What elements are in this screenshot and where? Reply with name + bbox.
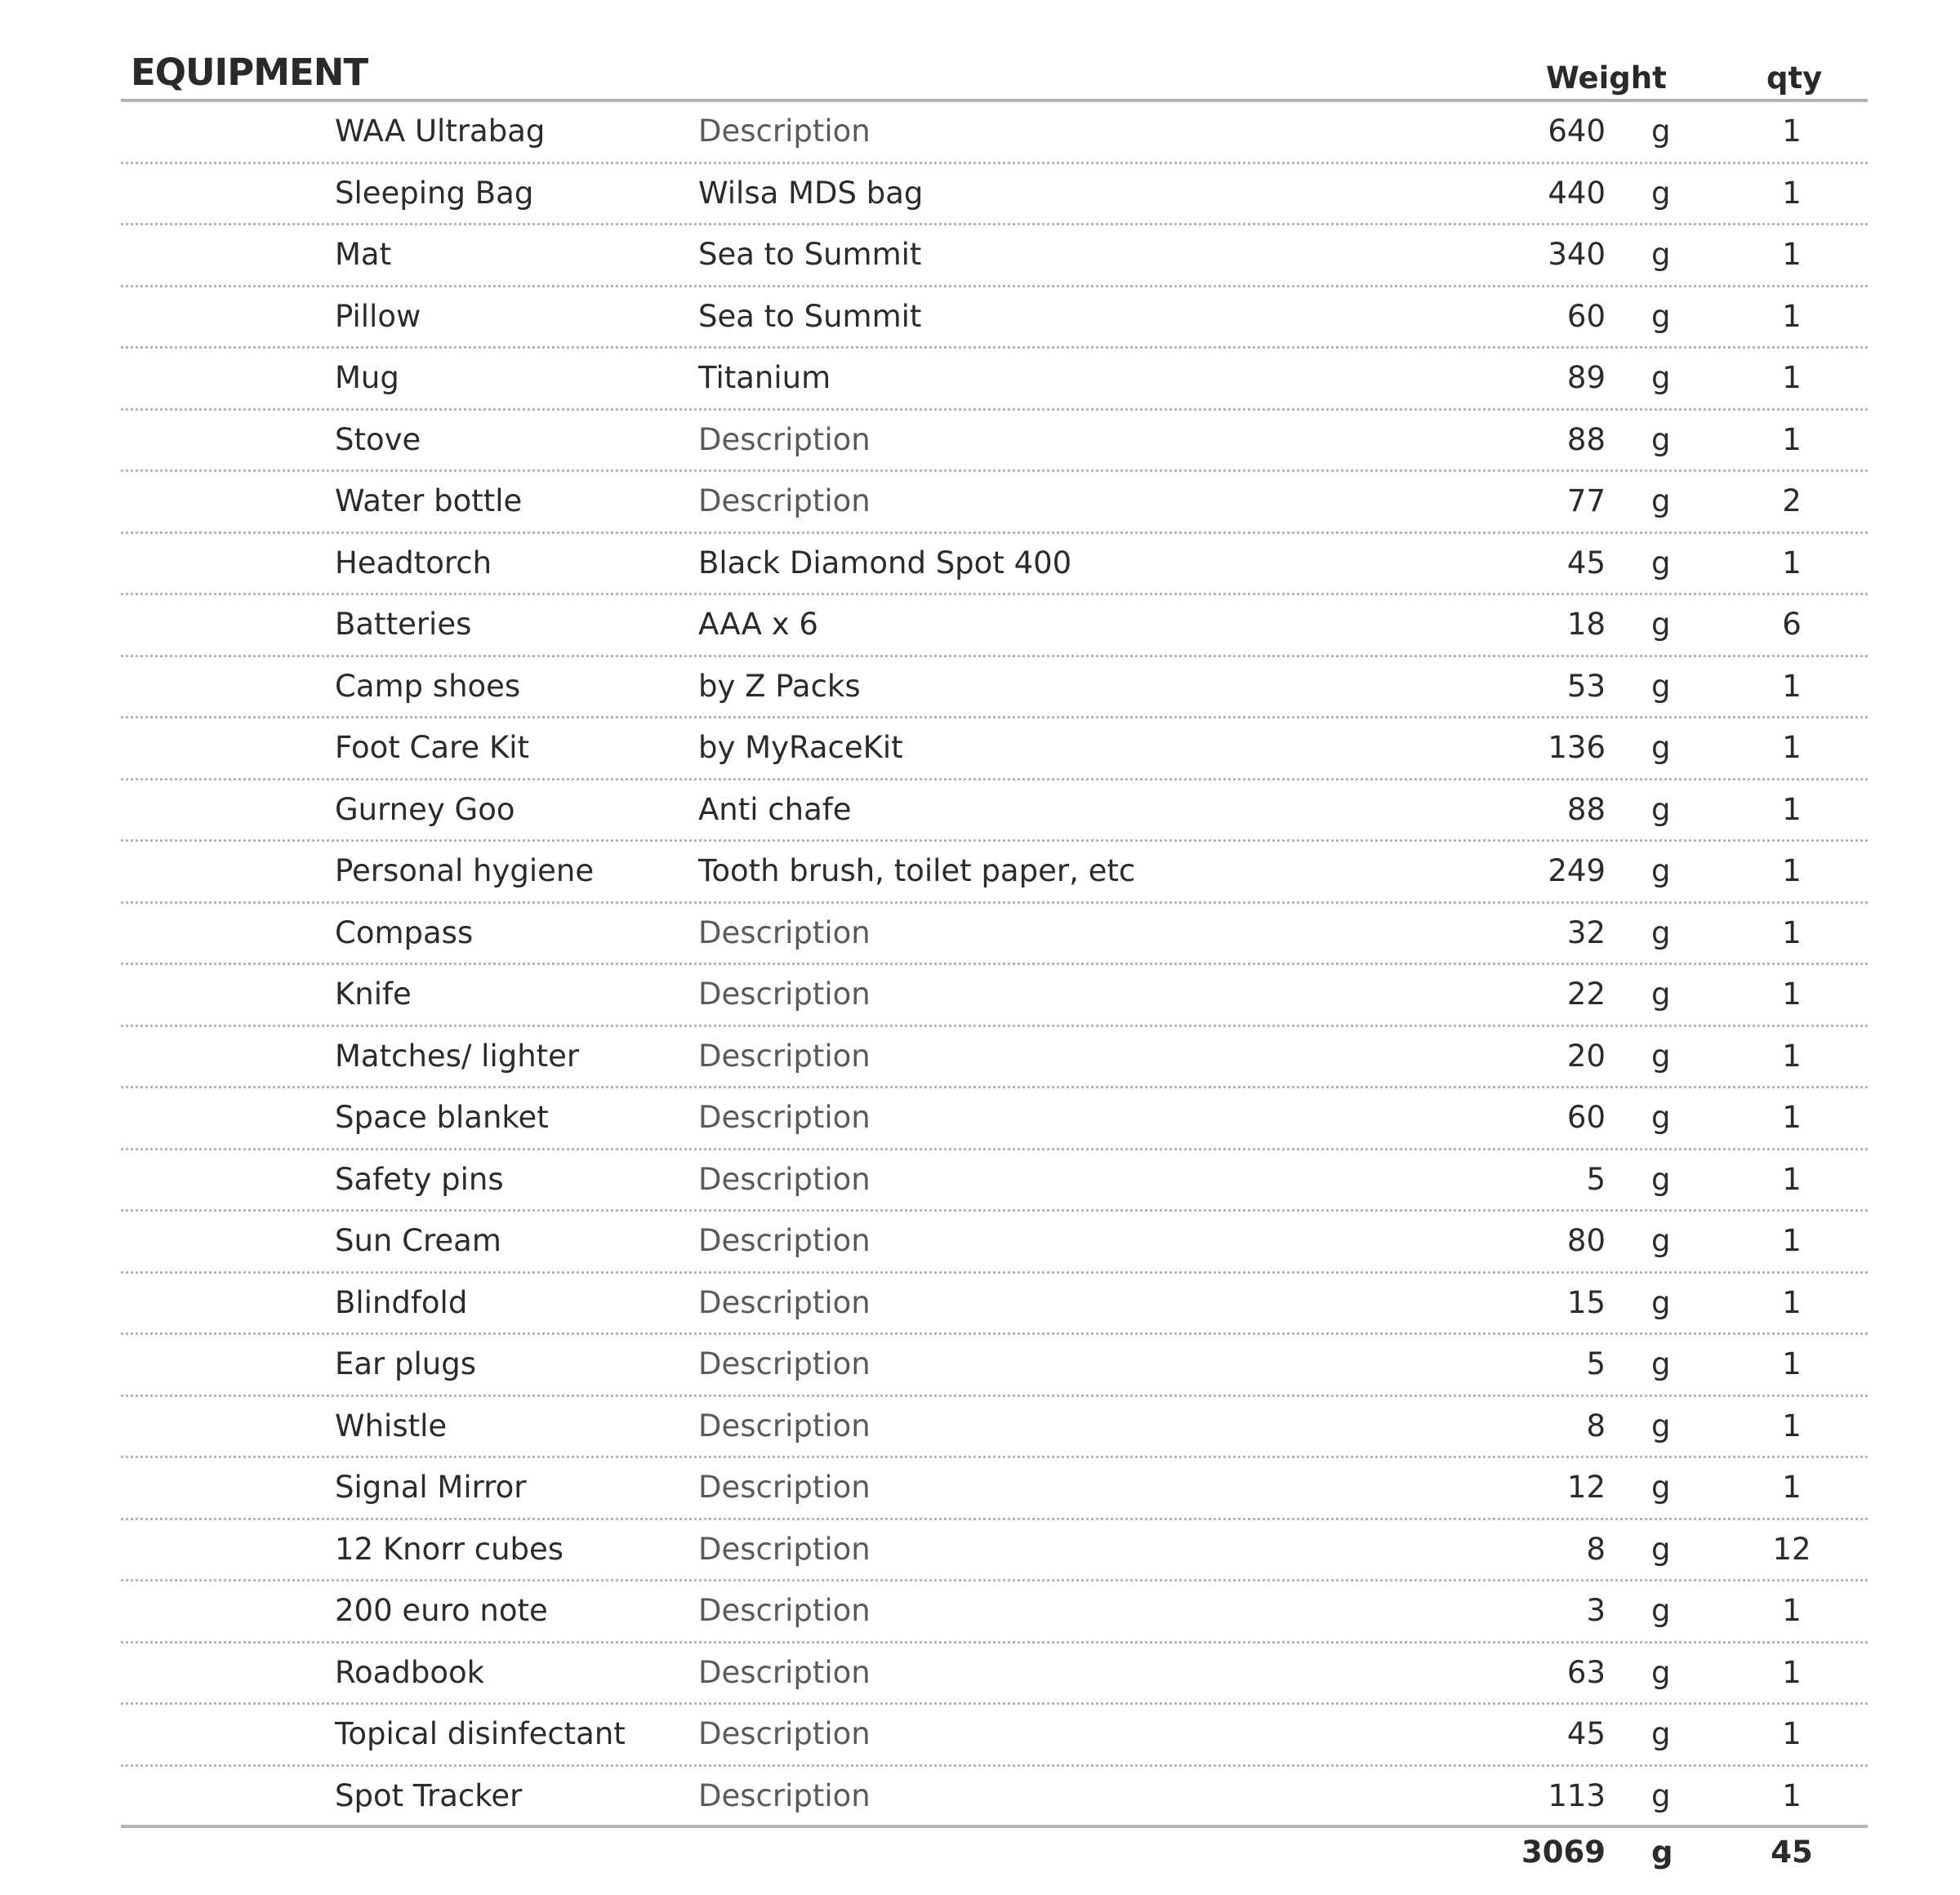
item-weight[interactable]: 32 [1566, 914, 1606, 950]
item-qty[interactable]: 1 [1782, 914, 1802, 950]
table-row[interactable] [121, 534, 1868, 596]
item-name[interactable]: Roadbook [335, 1654, 485, 1690]
item-weight[interactable]: 136 [1548, 730, 1606, 765]
total-qty: 45 [1771, 1835, 1813, 1870]
item-description[interactable]: Description [698, 1716, 871, 1751]
item-weight-unit: g [1651, 668, 1671, 704]
item-weight[interactable]: 45 [1566, 1716, 1606, 1751]
table-row[interactable] [121, 1150, 1868, 1212]
item-weight-unit: g [1651, 298, 1671, 334]
item-description[interactable]: Description [698, 1531, 871, 1567]
item-qty[interactable]: 12 [1772, 1531, 1811, 1567]
item-qty[interactable]: 1 [1782, 1284, 1802, 1320]
table-row[interactable] [121, 1705, 1868, 1767]
item-weight-unit: g [1651, 1284, 1671, 1320]
item-name[interactable]: Topical disinfectant [335, 1716, 626, 1751]
item-weight-unit: g [1651, 1470, 1671, 1505]
item-weight-unit: g [1651, 545, 1671, 581]
table-row[interactable] [121, 1212, 1868, 1274]
item-qty[interactable]: 1 [1782, 1593, 1802, 1628]
item-weight[interactable]: 440 [1548, 175, 1606, 211]
total-weight: 3069 [1521, 1835, 1606, 1870]
item-name[interactable]: Knife [335, 976, 412, 1012]
table-row[interactable] [121, 1397, 1868, 1459]
item-qty[interactable]: 1 [1782, 237, 1802, 272]
item-description[interactable]: AAA x 6 [698, 607, 818, 642]
item-qty[interactable]: 2 [1782, 483, 1802, 518]
item-description[interactable]: Description [698, 1223, 871, 1258]
item-name[interactable]: 12 Knorr cubes [335, 1531, 564, 1567]
total-weight-unit: g [1651, 1835, 1673, 1870]
item-qty[interactable]: 1 [1782, 1100, 1802, 1135]
item-qty[interactable]: 1 [1782, 976, 1802, 1012]
table-row[interactable] [121, 102, 1868, 164]
item-weight-unit: g [1651, 1161, 1671, 1197]
item-weight-unit: g [1651, 607, 1671, 642]
item-weight[interactable]: 8 [1586, 1408, 1606, 1443]
table-row[interactable] [121, 965, 1868, 1027]
item-weight-unit: g [1651, 483, 1671, 518]
item-name[interactable]: Compass [335, 914, 474, 950]
table-row[interactable] [121, 1088, 1868, 1150]
item-weight-unit: g [1651, 853, 1671, 888]
item-weight[interactable]: 8 [1586, 1531, 1606, 1567]
item-name[interactable]: Blindfold [335, 1284, 468, 1320]
equipment-rows [121, 102, 1868, 1828]
item-qty[interactable]: 1 [1782, 113, 1802, 149]
item-name[interactable]: Whistle [335, 1408, 448, 1443]
table-row[interactable] [121, 1335, 1868, 1397]
item-weight-unit: g [1651, 791, 1671, 827]
item-weight-unit: g [1651, 237, 1671, 272]
item-weight-unit: g [1651, 1531, 1671, 1567]
item-weight[interactable]: 88 [1566, 421, 1606, 457]
item-description[interactable]: Description [698, 421, 871, 457]
item-qty[interactable]: 1 [1782, 1038, 1802, 1074]
item-qty[interactable]: 1 [1782, 853, 1802, 888]
item-qty[interactable]: 1 [1782, 1346, 1802, 1381]
item-weight-unit: g [1651, 730, 1671, 765]
table-row[interactable] [121, 842, 1868, 904]
item-description[interactable]: Description [698, 1161, 871, 1197]
item-weight[interactable]: 20 [1566, 1038, 1606, 1074]
item-name[interactable]: Foot Care Kit [335, 730, 529, 765]
section-title: EQUIPMENT [131, 51, 368, 94]
item-description[interactable]: by Z Packs [698, 668, 861, 704]
item-weight-unit: g [1651, 1777, 1671, 1813]
item-qty[interactable]: 1 [1782, 791, 1802, 827]
item-weight[interactable]: 80 [1566, 1223, 1606, 1258]
item-qty[interactable]: 1 [1782, 730, 1802, 765]
item-description[interactable]: Sea to Summit [698, 298, 922, 334]
item-description[interactable]: Titanium [698, 360, 831, 395]
item-qty[interactable]: 1 [1782, 1408, 1802, 1443]
item-name[interactable]: Batteries [335, 607, 472, 642]
item-description[interactable]: Description [698, 1470, 871, 1505]
table-row[interactable] [121, 1644, 1868, 1706]
item-description[interactable]: Description [698, 1038, 871, 1074]
item-qty[interactable]: 1 [1782, 1777, 1802, 1813]
table-row[interactable] [121, 349, 1868, 411]
item-name[interactable]: WAA Ultrabag [335, 113, 546, 149]
item-description[interactable]: Anti chafe [698, 791, 852, 827]
item-name[interactable]: Sleeping Bag [335, 175, 534, 211]
item-description[interactable]: Description [698, 1654, 871, 1690]
item-name[interactable]: Mat [335, 237, 392, 272]
table-row[interactable] [121, 1027, 1868, 1089]
item-weight[interactable]: 88 [1566, 791, 1606, 827]
item-weight[interactable]: 640 [1548, 113, 1606, 149]
item-weight[interactable]: 340 [1548, 237, 1606, 272]
item-name[interactable]: Stove [335, 421, 421, 457]
item-name[interactable]: Water bottle [335, 483, 523, 518]
column-header-weight: Weight [1546, 60, 1667, 96]
item-qty[interactable]: 1 [1782, 175, 1802, 211]
table-row[interactable] [121, 781, 1868, 843]
item-description[interactable]: Description [698, 914, 871, 950]
item-description[interactable]: by MyRaceKit [698, 730, 903, 765]
item-qty[interactable]: 1 [1782, 1654, 1802, 1690]
column-header-qty: qty [1766, 60, 1823, 96]
table-row[interactable] [121, 411, 1868, 473]
item-qty[interactable]: 1 [1782, 1223, 1802, 1258]
item-weight[interactable]: 3 [1586, 1593, 1606, 1628]
item-description[interactable]: Description [698, 1100, 871, 1135]
item-name[interactable]: Ear plugs [335, 1346, 477, 1381]
table-row[interactable] [121, 657, 1868, 719]
item-weight-unit: g [1651, 1654, 1671, 1690]
item-weight[interactable]: 18 [1566, 607, 1606, 642]
item-description[interactable]: Description [698, 976, 871, 1012]
item-name[interactable]: Pillow [335, 298, 421, 334]
item-qty[interactable]: 1 [1782, 360, 1802, 395]
item-name[interactable]: Camp shoes [335, 668, 521, 704]
item-name[interactable]: Gurney Goo [335, 791, 515, 827]
item-weight-unit: g [1651, 1716, 1671, 1751]
item-weight[interactable]: 15 [1566, 1284, 1606, 1320]
table-row[interactable] [121, 904, 1868, 966]
item-name[interactable]: Headtorch [335, 545, 492, 581]
table-row[interactable] [121, 164, 1868, 226]
item-description[interactable]: Description [698, 113, 871, 149]
item-name[interactable]: Safety pins [335, 1161, 504, 1197]
item-weight-unit: g [1651, 1223, 1671, 1258]
item-weight[interactable]: 63 [1566, 1654, 1606, 1690]
item-weight-unit: g [1651, 175, 1671, 211]
totals-row [121, 1828, 1868, 1885]
item-qty[interactable]: 6 [1782, 607, 1802, 642]
item-weight[interactable]: 249 [1548, 853, 1606, 888]
item-weight-unit: g [1651, 421, 1671, 457]
table-row[interactable] [121, 287, 1868, 349]
item-weight[interactable]: 60 [1566, 298, 1606, 334]
item-description[interactable]: Description [698, 1408, 871, 1443]
table-row[interactable] [121, 1458, 1868, 1520]
item-weight[interactable]: 77 [1566, 483, 1606, 518]
item-qty[interactable]: 1 [1782, 545, 1802, 581]
item-weight[interactable]: 45 [1566, 545, 1606, 581]
item-qty[interactable]: 1 [1782, 668, 1802, 704]
item-description[interactable]: Black Diamond Spot 400 [698, 545, 1072, 581]
table-row[interactable] [121, 1520, 1868, 1582]
item-name[interactable]: Spot Tracker [335, 1777, 523, 1813]
table-row[interactable] [121, 595, 1868, 657]
table-row[interactable] [121, 1767, 1868, 1829]
item-weight[interactable]: 53 [1566, 668, 1606, 704]
item-weight[interactable]: 12 [1566, 1470, 1606, 1505]
item-description[interactable]: Description [698, 1593, 871, 1628]
item-weight-unit: g [1651, 1038, 1671, 1074]
item-description[interactable]: Description [698, 1346, 871, 1381]
table-header [121, 0, 1868, 102]
item-description[interactable]: Tooth brush, toilet paper, etc [698, 853, 1136, 888]
item-weight[interactable]: 5 [1586, 1346, 1606, 1381]
item-weight-unit: g [1651, 113, 1671, 149]
item-name[interactable]: Matches/ lighter [335, 1038, 580, 1074]
table-row[interactable] [121, 1581, 1868, 1644]
item-description[interactable]: Description [698, 483, 871, 518]
item-qty[interactable]: 1 [1782, 421, 1802, 457]
item-weight-unit: g [1651, 914, 1671, 950]
item-weight[interactable]: 22 [1566, 976, 1606, 1012]
item-weight-unit: g [1651, 1593, 1671, 1628]
equipment-list [121, 0, 1868, 1885]
item-name[interactable]: Sun Cream [335, 1223, 501, 1258]
table-row[interactable] [121, 1274, 1868, 1336]
item-name[interactable]: Personal hygiene [335, 853, 595, 888]
item-name[interactable]: Mug [335, 360, 399, 395]
item-qty[interactable]: 1 [1782, 298, 1802, 334]
item-name[interactable]: Space blanket [335, 1100, 549, 1135]
item-weight-unit: g [1651, 976, 1671, 1012]
item-weight[interactable]: 89 [1566, 360, 1606, 395]
item-weight-unit: g [1651, 360, 1671, 395]
item-description[interactable]: Wilsa MDS bag [698, 175, 924, 211]
item-name[interactable]: 200 euro note [335, 1593, 548, 1628]
item-qty[interactable]: 1 [1782, 1716, 1802, 1751]
item-weight[interactable]: 60 [1566, 1100, 1606, 1135]
item-name[interactable]: Signal Mirror [335, 1470, 527, 1505]
item-weight[interactable]: 113 [1548, 1777, 1606, 1813]
item-weight[interactable]: 5 [1586, 1161, 1606, 1197]
item-description[interactable]: Description [698, 1284, 871, 1320]
item-description[interactable]: Description [698, 1777, 871, 1813]
item-weight-unit: g [1651, 1346, 1671, 1381]
item-weight-unit: g [1651, 1408, 1671, 1443]
item-weight-unit: g [1651, 1100, 1671, 1135]
table-row[interactable] [121, 472, 1868, 534]
table-row[interactable] [121, 225, 1868, 287]
item-qty[interactable]: 1 [1782, 1470, 1802, 1505]
table-row[interactable] [121, 718, 1868, 781]
item-description[interactable]: Sea to Summit [698, 237, 922, 272]
item-qty[interactable]: 1 [1782, 1161, 1802, 1197]
